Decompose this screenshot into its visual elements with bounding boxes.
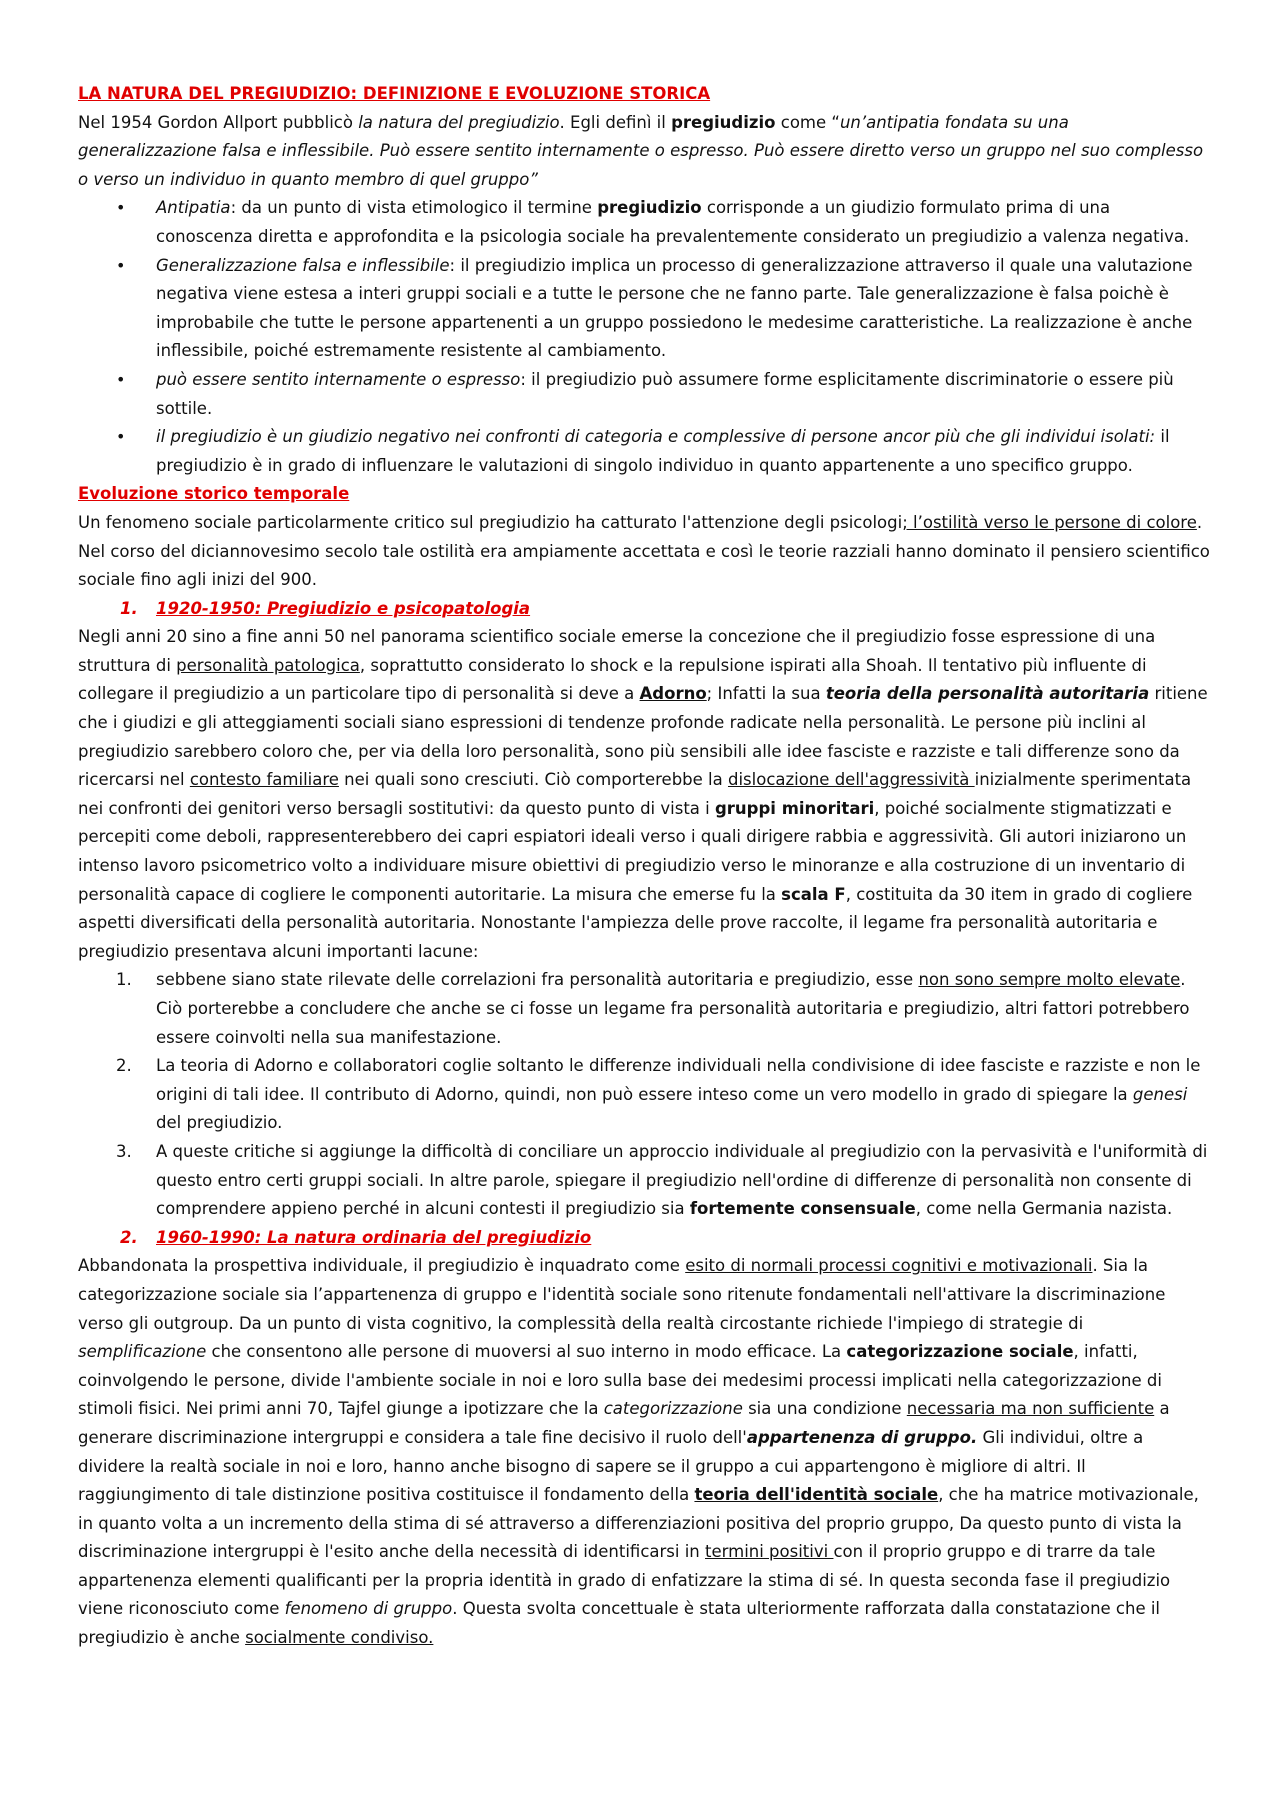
bullet-item: • Antipatia: da un punto di vista etimologico il termine pregiudizio corrisponde a un giudizio formulato prima di una conoscenza diretta e approfondita e la psicologia sociale ha prevalentemente considerato un pregiudizio a valenza negativa. [78,194,1210,251]
section-heading-evolution: Evoluzione storico temporale [78,484,350,504]
intro-paragraph: Nel 1954 Gordon Allport pubblicò la natura del pregiudizio. Egli definì il pregiudizio come “un’antipatia fondata su una generalizzazione falsa e inflessibile. Può essere sentito internamente o espresso. Può essere diretto verso un gruppo nel suo complesso o verso un individuo in quanto membro di quel gruppo” [78,112,1204,189]
critique-list [78,966,1210,1223]
list-item: 3. A queste critiche si aggiunge la difficoltà di conciliare un approccio individuale al pregiudizio con la pervasività e l'uniformità di questo entro certi gruppi sociali. In altre parole, spiegare il pregiudizio nell'ordine di differenze di personalità non consente di comprendere appieno perché in alcuni contesti il pregiudizio sia fortemente consensuale, come nella Germania nazista. [116,1141,1208,1219]
evolution-paragraph: Un fenomeno sociale particolarmente critico sul pregiudizio ha catturato l'attenzione degli psicologi; l’ostilità verso le persone di colore. Nel corso del diciannovesimo secolo tale ostilità era ampiamente accettata e così le teorie razziali hanno dominato il pensiero scientifico sociale fino agli inizi del 900. [78,512,1210,590]
definition-bullet-list [78,194,1210,480]
bullet-item: • il pregiudizio è un giudizio negativo nei confronti di categoria e complessive di persone ancor più che gli individui isolati: il pregiudizio è in grado di influenzare le valutazioni di singolo individuo in quanto appartenente a uno specifico gruppo. [78,423,1210,480]
list-item: 1. sebbene siano state rilevate delle correlazioni fra personalità autoritaria e pregiudizio, esse non sono sempre molto elevate. Ciò porterebbe a concludere che anche se ci fosse un legame fra personalità autoritaria e pregiudizio, altri fattori potrebbero essere coinvolti nella sua manifestazione. [116,970,1190,1047]
section2-paragraph: Abbandonata la prospettiva individuale, il pregiudizio è inquadrato come esito di normali processi cognitivi e motivazionali. Sia la categorizzazione sociale sia l’appartenenza di gruppo e l'identità sociale sono ritenute fondamentali nell'attivare la discriminazione verso gli outgroup. Da un punto di vista cognitivo, la complessità della realtà circostante richiede l'impiego di strategie di semplificazione che consentono alle persone di muoversi al suo interno in modo efficace. La categorizzazione sociale, infatti, coinvolgendo le persone, divide l'ambiente sociale in noi e loro sulla base dei medesimi processi implicati nella categorizzazione di stimoli fisici. Nei primi anni 70, Tajfel giunge a ipotizzare che la categorizzazione sia una condizione necessaria ma non sufficiente a generare discriminazione intergruppi e considera a tale fine decisivo il ruolo dell'appartenenza di gruppo. Gli individui, oltre a dividere la realtà sociale in noi e loro, hanno anche bisogno di sapere se il gruppo a cui appartengono è migliore di altri. Il raggiungimento di tale distinzione positiva costituisce il fondamento della teoria dell'identità sociale, che ha matrice motivazionale, in quanto volta a un incremento della stima di sé attraverso a differenziazioni positiva del proprio gruppo, Da questo punto di vista la discriminazione intergruppi è l'esito anche della necessità di identificarsi in termini positivi con il proprio gruppo e di trarre da tale appartenenza elementi qualificanti per la propria identità in grado di enfatizzare la stima di sé. In questa seconda fase il pregiudizio viene riconosciuto come fenomeno di gruppo. Questa svolta concettuale è stata ulteriormente rafforzata dalla constatazione che il pregiudizio è anche socialmente condiviso. [78,1256,1199,1648]
document-title: LA NATURA DEL PREGIUDIZIO: DEFINIZIONE E EVOLUZIONE STORICA [78,84,711,103]
list-item: 2. La teoria di Adorno e collaboratori coglie soltanto le differenze individuali nella condivisione di idee fasciste e razziste e non le origini di tali idee. Il contributo di Adorno, quindi, non può essere inteso come un vero modello in grado di spiegare la genesi del pregiudizio. [116,1056,1201,1133]
section-heading-1960-1990: 2. 1960-1990: La natura ordinaria del pregiudizio [120,1227,592,1247]
document-page [78,80,1210,1653]
section1-paragraph: Negli anni 20 sino a fine anni 50 nel panorama scientifico sociale emerse la concezione che il pregiudizio fosse espressione di una struttura di personalità patologica, soprattutto considerato lo shock e la repulsione ispirati alla Shoah. Il tentativo più influente di collegare il pregiudizio a un particolare tipo di personalità si deve a Adorno; Infatti la sua teoria della personalità autoritaria ritiene che i giudizi e gli atteggiamenti sociali siano espressioni di tendenze profonde radicate nella personalità. Le persone più inclini al pregiudizio sarebbero coloro che, per via della loro personalità, sono più sensibili alle idee fasciste e razziste e tali differenze sono da ricercarsi nel contesto familiare nei quali sono cresciuti. Ciò comporterebbe la dislocazione dell'aggressività inizialmente sperimentata nei confronti dei genitori verso bersagli sostitutivi: da questo punto di vista i gruppi minoritari, poiché socialmente stigmatizzati e percepiti come deboli, rappresenterebbero dei capri espiatori ideali verso i quali dirigere rabbia e aggressività. Gli autori iniziarono un intenso lavoro psicometrico volto a individuare misure obiettivi di pregiudizio verso le minoranze e alla costruzione di un inventario di personalità capace di cogliere le componenti autoritarie. La misura che emerse fu la scala F, costituita da 30 item in grado di cogliere aspetti diversificati della personalità autoritaria. Nonostante l'ampiezza delle prove raccolte, il legame fra personalità autoritaria e pregiudizio presentava alcuni importanti lacune: [78,627,1208,961]
section-heading-1920-1950: 1. 1920-1950: Pregiudizio e psicopatologia [120,598,531,618]
bullet-item: • può essere sentito internamente o espresso: il pregiudizio può assumere forme esplicitamente discriminatorie o essere più sottile. [78,366,1210,423]
bullet-item: • Generalizzazione falsa e inflessibile: il pregiudizio implica un processo di generalizzazione attraverso il quale una valutazione negativa viene estesa a interi gruppi sociali e a tutte le persone che ne fanno parte. Tale generalizzazione è falsa poichè è improbabile che tutte le persone appartenenti a un gruppo possiedono le medesime caratteristiche. La realizzazione è anche inflessibile, poiché estremamente resistente al cambiamento. [78,252,1210,366]
